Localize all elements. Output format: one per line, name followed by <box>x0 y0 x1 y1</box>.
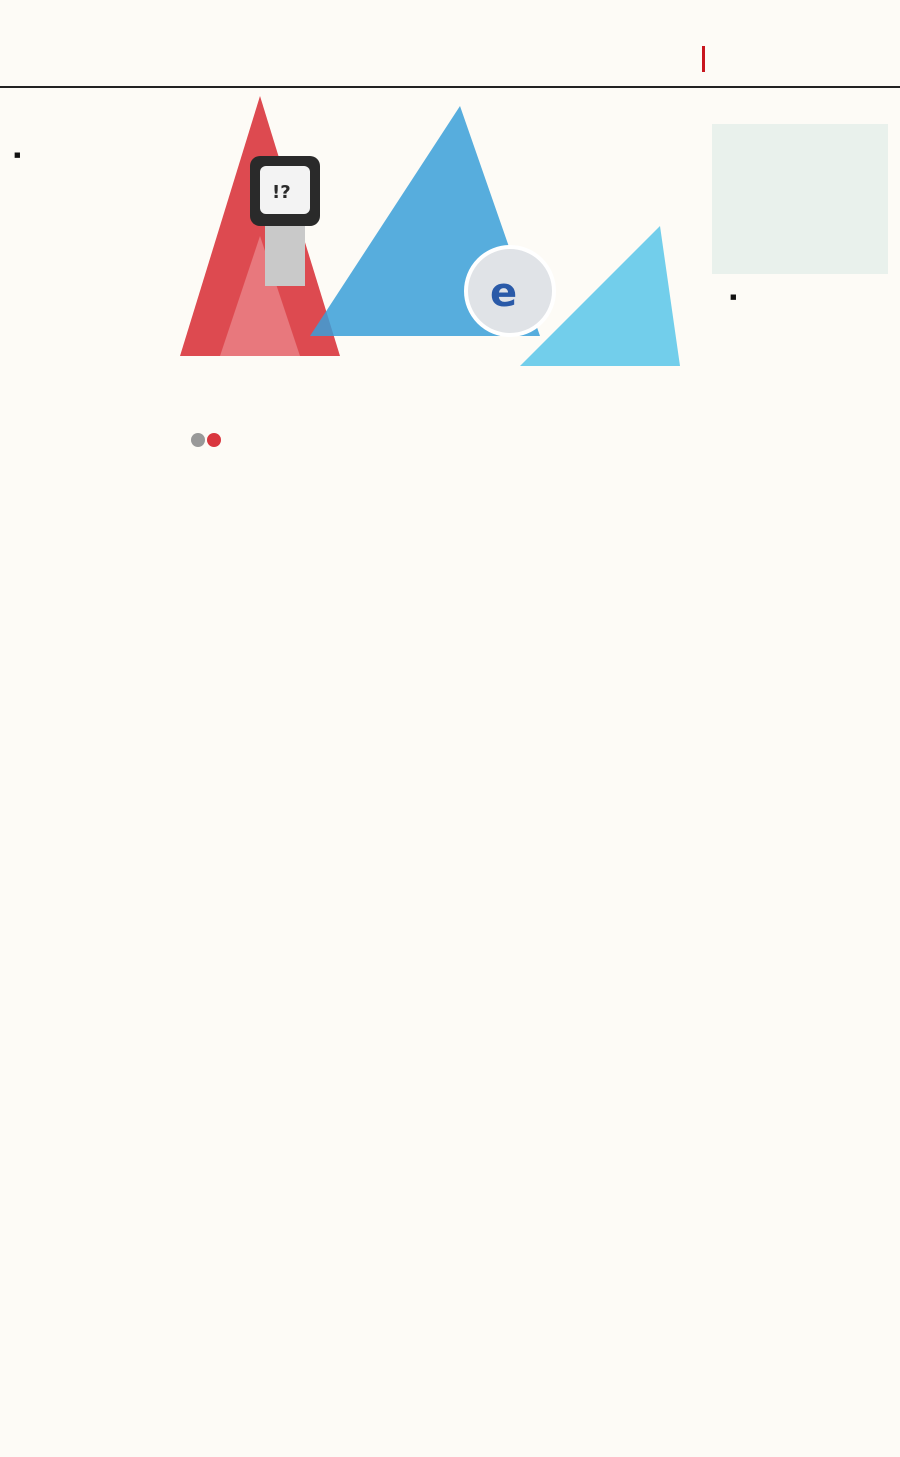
article-column-1b <box>14 310 176 730</box>
svg-text:e: e <box>490 270 518 316</box>
robot-body <box>265 226 305 286</box>
opinion-byline <box>730 292 737 302</box>
masthead-meta <box>126 44 131 66</box>
opinion-box <box>712 124 888 274</box>
opinion-column-2 <box>730 426 888 586</box>
section-divider <box>702 46 705 72</box>
article-byline <box>14 150 21 160</box>
svg-text:!?: !? <box>272 182 291 203</box>
masthead <box>0 0 900 88</box>
hero-illustration <box>160 86 710 386</box>
article-column-1a <box>14 168 176 280</box>
opinion-intro <box>730 308 888 402</box>
decorative-dots <box>190 432 230 448</box>
